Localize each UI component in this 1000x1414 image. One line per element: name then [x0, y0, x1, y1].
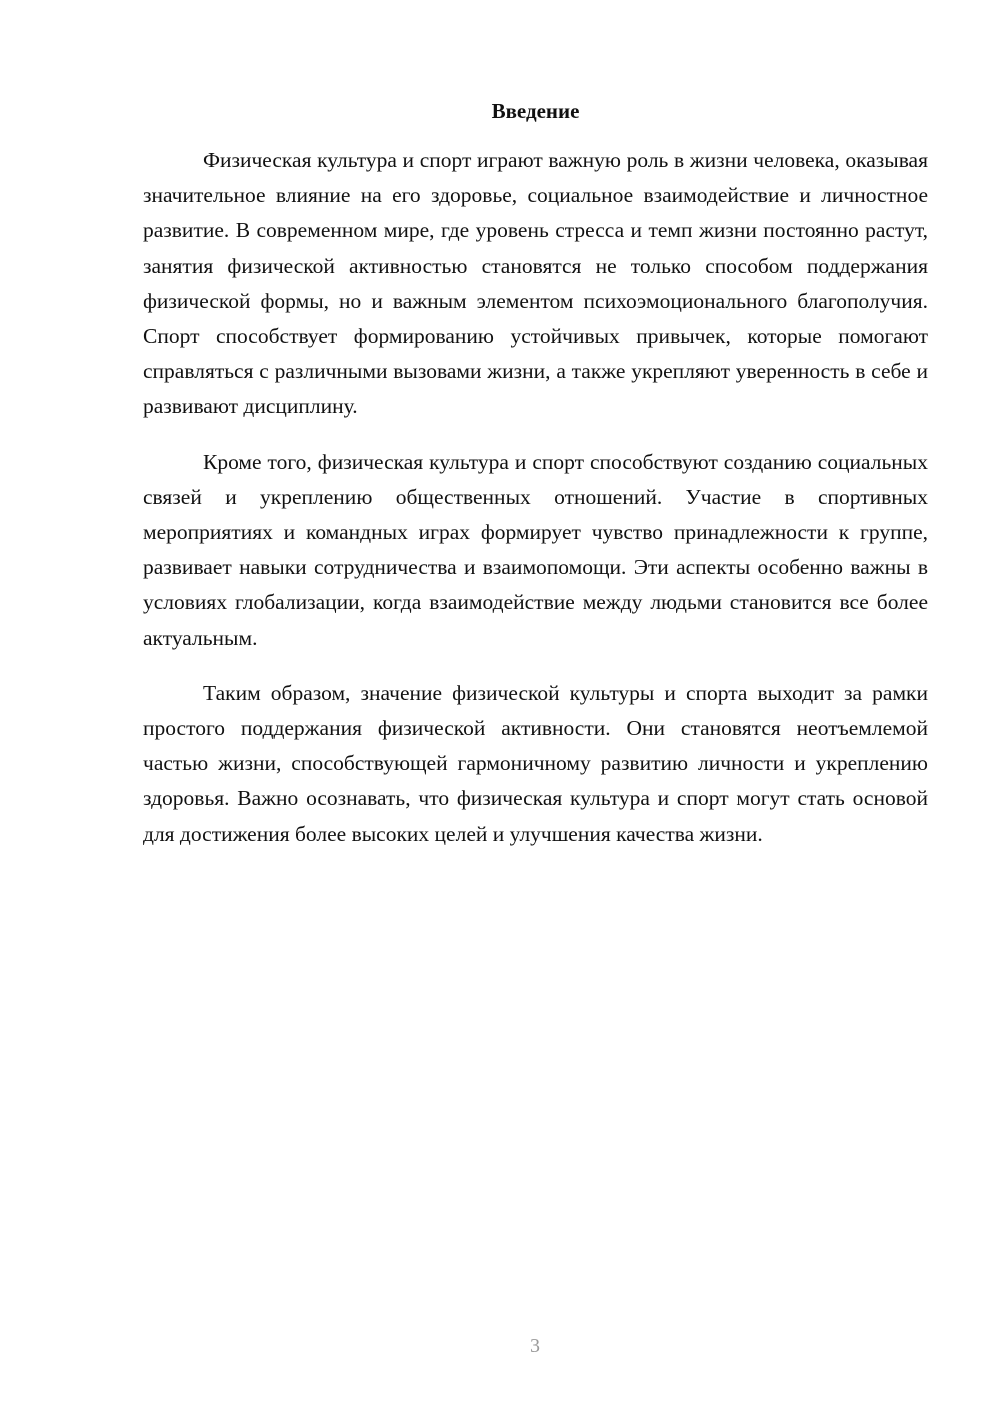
paragraph-1: Физическая культура и спорт играют важную роль в жизни человека, оказывая значительное влияние на его здоровье, социальное взаимодействие и личностное развитие. В современном мире, где уровень стресса и темп жизни постоянно растут, занятия физической активностью становятся не только способом поддержания физической формы, но и важным элементом психоэмоционального благополучия. Спорт способствует формированию устойчивых привычек, которые помогают справляться с различными вызовами жизни, а также укрепляют уверенность в себе и развивают дисциплину.: [143, 148, 928, 419]
paragraph-2: Кроме того, физическая культура и спорт способствуют созданию социальных связей и укреплению общественных отношений. Участие в спортивных мероприятиях и командных играх формирует чувство принадлежности к группе, развивает навыки сотрудничества и взаимопомощи. Эти аспекты особенно важны в условиях глобализации, когда взаимодействие между людьми становится все более актуальным.: [143, 449, 928, 650]
body-text: [143, 143, 928, 872]
section-heading: Введение: [491, 99, 580, 123]
paragraph-3: Таким образом, значение физической культуры и спорта выходит за рамки простого поддержания физической активности. Они становятся неотъемлемой частью жизни, способствующей гармоничному развитию личности и укреплению здоровья. Важно осознавать, что физическая культура и спорт могут стать основой для достижения более высоких целей и улучшения качества жизни.: [143, 680, 928, 846]
page-number: 3: [530, 1335, 540, 1357]
